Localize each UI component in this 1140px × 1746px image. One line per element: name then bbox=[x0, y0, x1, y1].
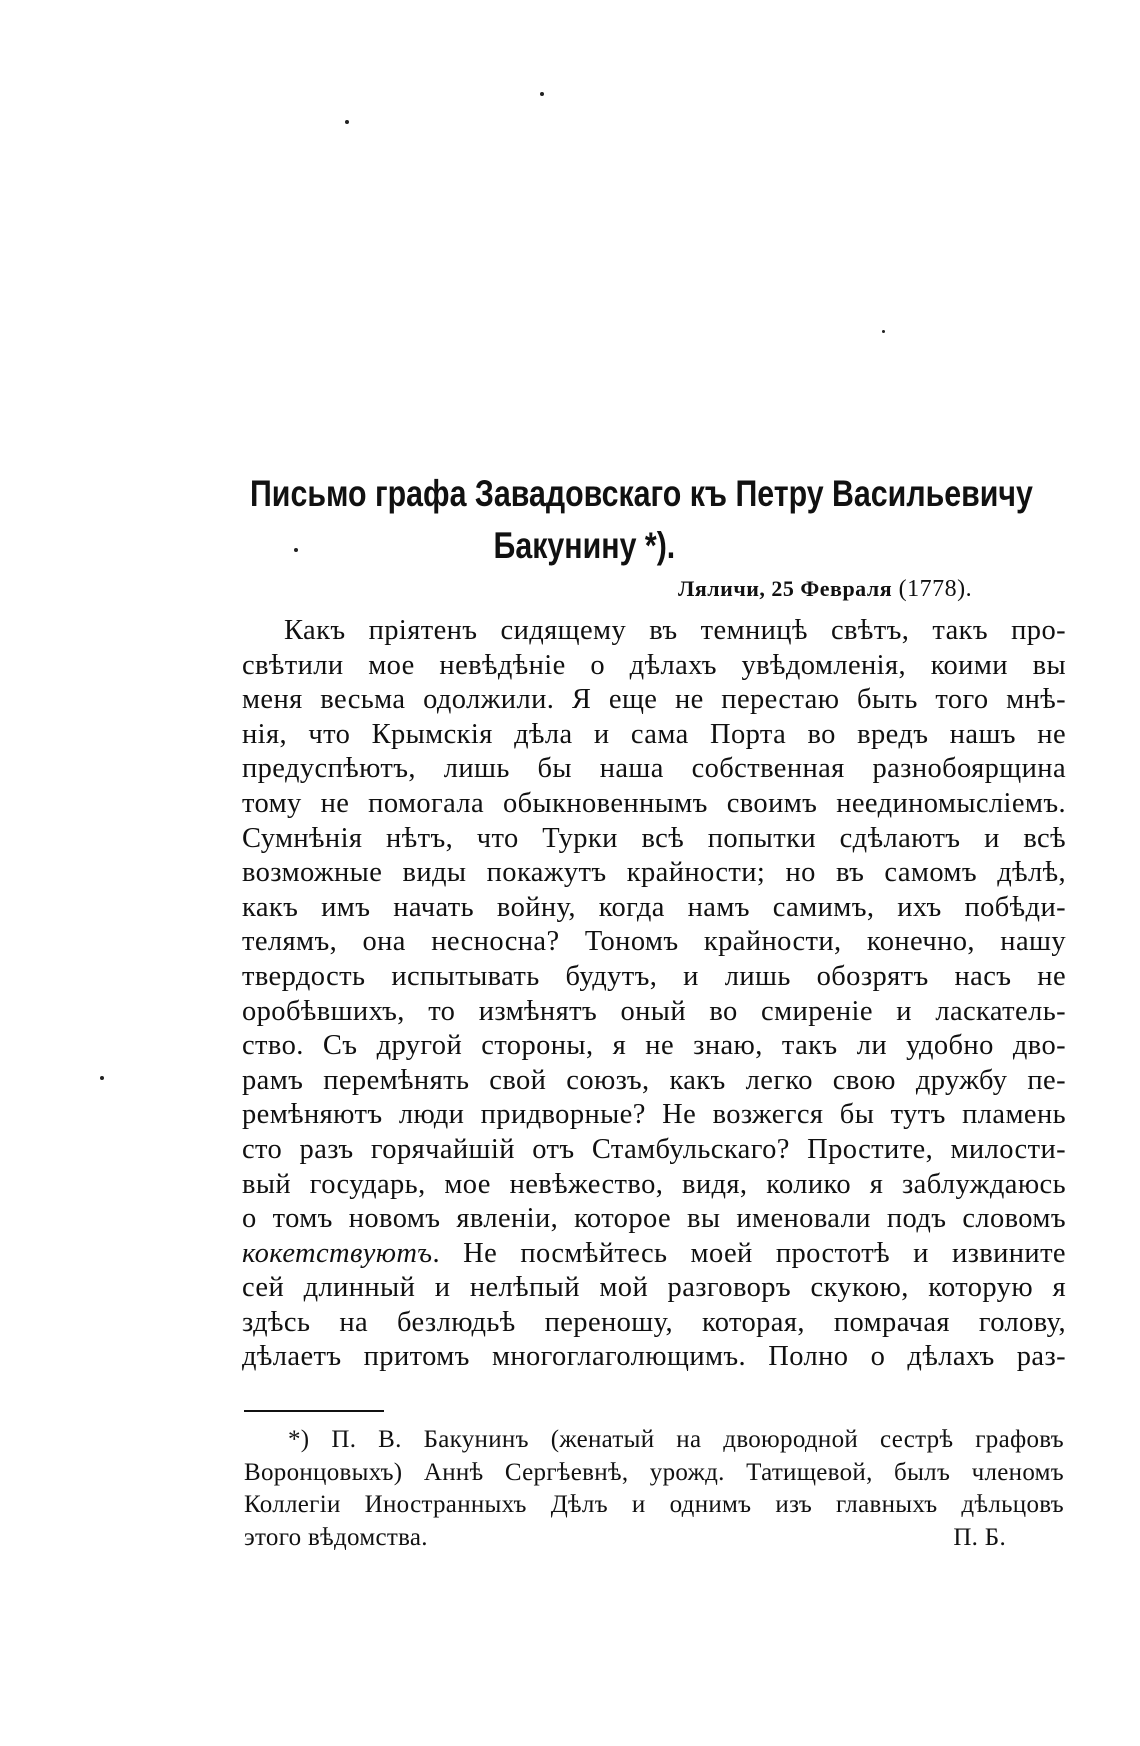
body-line: какъ имъ начать войну, когда намъ самимъ, ихъ побѣди- bbox=[242, 891, 1066, 923]
body-line: нія, что Крымскія дѣла и сама Порта во вредъ нашъ не bbox=[242, 718, 1066, 750]
print-speck bbox=[540, 92, 544, 96]
body-line: Какъ пріятенъ сидящему въ темницѣ свѣтъ, такъ про- bbox=[284, 615, 1066, 646]
body-line: возможные виды покажутъ крайности; но въ самомъ дѣлѣ, bbox=[242, 857, 1066, 889]
body-line: телямъ, она несносна? Тономъ крайности, конечно, нашу bbox=[242, 926, 1066, 958]
body-line: предуспѣютъ, лишь бы наша собственная разнобоярщина bbox=[242, 753, 1066, 785]
body-line: сто разъ горячайшій отъ Стамбульскаго? Простите, милости- bbox=[242, 1133, 1066, 1165]
body-line: ство. Съ другой стороны, я не знаю, такъ ли удобно дво- bbox=[242, 1030, 1066, 1062]
title-line-1: Письмо графа Завадовскаго къ Петру Васильевичу bbox=[250, 473, 1033, 514]
body-line: оробѣвшихъ, то измѣнятъ оный во смиреніе и ласкатель- bbox=[242, 995, 1066, 1027]
body-line: рамъ перемѣнять свой союзъ, какъ легко свою дружбу пе- bbox=[242, 1064, 1066, 1096]
print-speck bbox=[100, 1076, 104, 1080]
body-line: о томъ новомъ явленіи, которое вы именовали подъ словомъ bbox=[242, 1203, 1066, 1235]
footnote-last-line bbox=[244, 1522, 1064, 1555]
dateline-year: (1778). bbox=[898, 576, 973, 602]
footnote-line: *) П. В. Бакунинъ (женатый на двоюродной сестрѣ графовъ bbox=[288, 1426, 1064, 1453]
dateline-place: Ляличи, 25 Февраля bbox=[678, 576, 893, 601]
footnote bbox=[244, 1424, 1064, 1554]
body-line: твердость испытывать будутъ, и лишь обозрятъ насъ не bbox=[242, 960, 1066, 992]
body-line: меня весьма одолжили. Я еще не перестаю быть того мнѣ- bbox=[242, 684, 1066, 716]
footnote-line: Коллегіи Иностранныхъ Дѣлъ и однимъ изъ главныхъ дѣльцовъ bbox=[244, 1491, 1064, 1518]
italic-word: кокетствуютъ bbox=[242, 1237, 433, 1269]
body-line: дѣлаетъ притомъ многоглаголющимъ. Полно о дѣлахъ раз- bbox=[242, 1341, 1066, 1373]
body-line: здѣсь на безлюдьѣ переношу, которая, помрачая голову, bbox=[242, 1306, 1066, 1338]
body-line: свѣтили мое невѣдѣніе о дѣлахъ увѣдомленія, коими вы bbox=[242, 649, 1066, 681]
dateline bbox=[678, 576, 972, 603]
body-line: ремѣняютъ люди придворные? Не возжегся бы тутъ пламень bbox=[242, 1099, 1066, 1131]
letter-body bbox=[242, 614, 1066, 1375]
body-line: тому не помогала обыкновеннымъ своимъ неединомысліемъ. bbox=[242, 787, 1066, 819]
footnote-line: Воронцовыхъ) Аннѣ Сергѣевнѣ, урожд. Татищевой, былъ членомъ bbox=[244, 1458, 1064, 1486]
title-line-2: Бакунину *). bbox=[493, 525, 676, 566]
footnote-signature: П. Б. bbox=[953, 1523, 1006, 1551]
footnote-separator bbox=[244, 1410, 384, 1412]
body-line-with-italic bbox=[242, 1237, 1066, 1272]
article-title bbox=[250, 468, 1050, 572]
body-line: вый государь, мое невѣжество, видя, колико я заблуждаюсь bbox=[242, 1168, 1066, 1200]
print-speck bbox=[345, 120, 349, 124]
body-line: сей длинный и нелѣпый мой разговоръ скукою, которую я bbox=[242, 1272, 1066, 1304]
body-line: Сумнѣнія нѣтъ, что Турки всѣ попытки сдѣлаютъ и всѣ bbox=[242, 822, 1066, 854]
body-line-rest: . Не посмѣйтесь моей простотѣ и извините bbox=[432, 1237, 1066, 1269]
footnote-line: этого вѣдомства. bbox=[244, 1523, 428, 1551]
print-speck bbox=[882, 330, 885, 333]
